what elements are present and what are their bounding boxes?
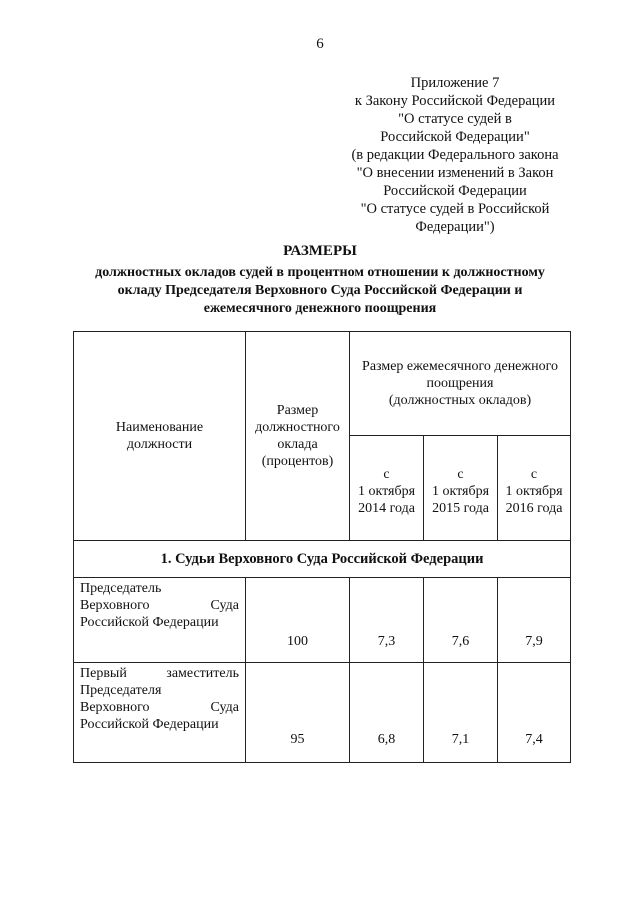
bonus-2015-cell: 7,1 [424,663,498,763]
appendix-line: Приложение 7 [410,75,500,91]
document-title: РАЗМЕРЫ [283,243,357,259]
salary-table [73,331,571,763]
appendix-line: Российской Федерации [383,183,527,199]
header-date-2014: с 1 октября 2014 года [350,436,424,541]
table-row [74,578,571,663]
bonus-2014-cell: 7,3 [350,578,424,663]
subtitle-line: окладу Председателя Верховного Суда Российской Федерации и [117,283,523,298]
header-monthly-bonus: Размер ежемесячного денежного поощрения (должностных окладов) [350,332,571,436]
page-number: 6 [316,36,324,52]
salary-percent-cell: 100 [246,578,350,663]
appendix-line: Российской Федерации" [380,129,530,145]
appendix-line: к Закону Российской Федерации [354,93,556,109]
section-heading: 1. Судьи Верховного Суда Российской Федерации [74,541,571,578]
appendix-line: "О статусе судей в Российской [360,201,550,217]
bonus-2014-cell: 6,8 [350,663,424,763]
document-subtitle [70,264,570,318]
appendix-line: Федерации") [415,219,495,235]
bonus-2016-cell: 7,4 [498,663,571,763]
appendix-line: "О статусе судей в [398,111,512,127]
bonus-2016-cell: 7,9 [498,578,571,663]
subtitle-line: должностных окладов судей в процентном отношении к должностному [95,265,545,280]
appendix-line: (в редакции Федерального закона [351,147,559,163]
appendix-line: "О внесении изменений в Закон [356,165,554,181]
header-date-2016: с 1 октября 2016 года [498,436,571,541]
appendix-reference [330,74,580,236]
table-row [74,663,571,763]
salary-percent-cell: 95 [246,663,350,763]
header-position-name: Наименование должности [74,332,246,541]
position-name: Первый заместитель Председателя Верховного Суда Российской Федерации [74,663,246,763]
header-salary-percent: Размер должностного оклада (процентов) [246,332,350,541]
position-name: Председатель Верховного Суда Российской Федерации [74,578,246,663]
header-date-2015: с 1 октября 2015 года [424,436,498,541]
subtitle-line: ежемесячного денежного поощрения [203,301,437,316]
bonus-2015-cell: 7,6 [424,578,498,663]
